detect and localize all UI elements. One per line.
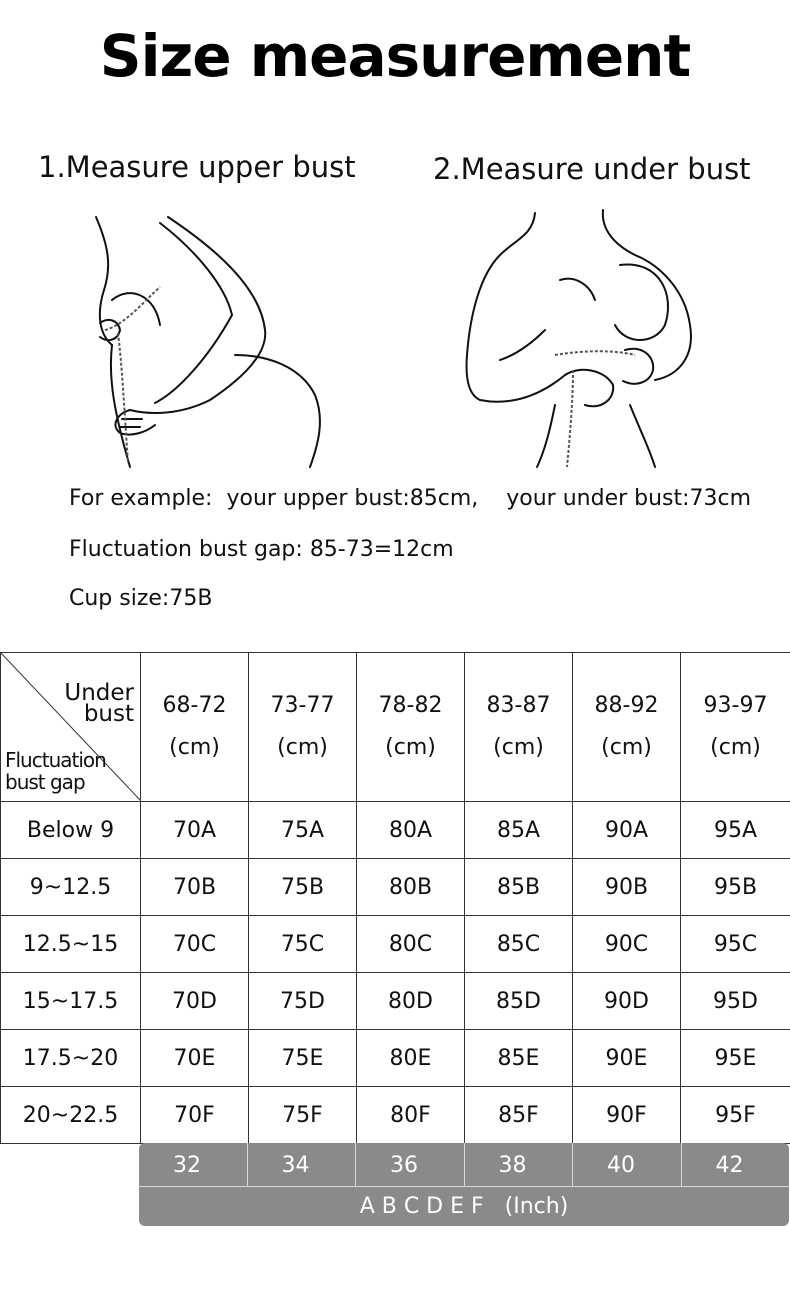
size-cell: 80A [357, 802, 465, 859]
under-bust-header-line2: bust [83, 701, 134, 727]
size-cell: 85C [465, 916, 573, 973]
column-header: 88-92 (cm) [573, 653, 681, 802]
size-cell: 90D [573, 973, 681, 1030]
size-cell: 70E [141, 1030, 249, 1087]
column-header: 68-72 (cm) [141, 653, 249, 802]
size-cell: 90E [573, 1030, 681, 1087]
table-row [1, 916, 790, 973]
size-cell: 75A [249, 802, 357, 859]
inch-value: 32 [139, 1143, 248, 1186]
size-cell: 85A [465, 802, 573, 859]
fluctuation-gap-header [5, 749, 106, 793]
gap-cell: 12.5~15 [1, 916, 141, 973]
size-cell: 95C [681, 916, 790, 973]
table-row [1, 859, 790, 916]
fluctuation-gap-value: 85-73=12cm [309, 537, 454, 562]
inch-caption: A B C D E F (Inch) [359, 1194, 569, 1219]
size-cell: 70D [141, 973, 249, 1030]
inch-value: 38 [465, 1143, 574, 1186]
gap-cell: 15~17.5 [1, 973, 141, 1030]
size-cell: 75C [249, 916, 357, 973]
upper-bust-illustration [60, 205, 360, 470]
size-cell: 80B [357, 859, 465, 916]
gap-cell: 17.5~20 [1, 1030, 141, 1087]
fluctuation-header-line1: Fluctuation [5, 748, 106, 772]
step-upper-bust-label: 1.Measure upper bust [38, 150, 356, 184]
column-header: 78-82 (cm) [357, 653, 465, 802]
size-cell: 85D [465, 973, 573, 1030]
size-cell: 95F [681, 1087, 790, 1144]
inch-conversion-bar [139, 1143, 789, 1226]
table-row [1, 802, 790, 859]
size-chart-table [0, 652, 790, 1144]
size-cell: 90A [573, 802, 681, 859]
inch-value: 36 [356, 1143, 465, 1186]
size-cell: 90C [573, 916, 681, 973]
size-cell: 70B [141, 859, 249, 916]
corner-header-cell [1, 653, 141, 802]
size-cell: 75B [249, 859, 357, 916]
gap-cell: Below 9 [1, 802, 141, 859]
size-cell: 75F [249, 1087, 357, 1144]
size-cell: 80F [357, 1087, 465, 1144]
size-cell: 80C [357, 916, 465, 973]
table-row [1, 973, 790, 1030]
column-header: 83-87 (cm) [465, 653, 573, 802]
fluctuation-gap-label: Fluctuation bust gap: [69, 537, 303, 562]
size-cell: 85F [465, 1087, 573, 1144]
size-cell: 70F [141, 1087, 249, 1144]
table-row [1, 1030, 790, 1087]
size-cell: 95D [681, 973, 790, 1030]
table-row [1, 1087, 790, 1144]
column-header: 73-77 (cm) [249, 653, 357, 802]
size-cell: 75D [249, 973, 357, 1030]
gap-cell: 9~12.5 [1, 859, 141, 916]
inch-value: 40 [573, 1143, 682, 1186]
size-cell: 95E [681, 1030, 790, 1087]
size-cell: 70A [141, 802, 249, 859]
column-header: 93-97 (cm) [681, 653, 790, 802]
size-cell: 95A [681, 802, 790, 859]
cup-size-line: Cup size:75B [69, 586, 213, 611]
size-cell: 95B [681, 859, 790, 916]
size-cell: 80D [357, 973, 465, 1030]
fluctuation-gap-line [69, 537, 454, 562]
page-title: Size measurement [99, 22, 691, 90]
size-cell: 80E [357, 1030, 465, 1087]
size-cell: 90F [573, 1087, 681, 1144]
under-bust-illustration [455, 205, 715, 470]
under-bust-header [64, 680, 134, 727]
fluctuation-header-line2: bust gap [5, 770, 85, 794]
size-cell: 85E [465, 1030, 573, 1087]
table-header-row [1, 653, 790, 802]
inch-value: 34 [248, 1143, 357, 1186]
gap-cell: 20~22.5 [1, 1087, 141, 1144]
step-under-bust-label: 2.Measure under bust [433, 152, 751, 186]
under-bust-header-line1: Under [64, 680, 134, 706]
size-cell: 70C [141, 916, 249, 973]
size-cell: 85B [465, 859, 573, 916]
example-line: For example: your upper bust:85cm, your under bust:73cm [69, 486, 752, 511]
inch-value: 42 [715, 1153, 744, 1178]
size-cell: 90B [573, 859, 681, 916]
inch-values-row [139, 1143, 789, 1187]
size-cell: 75E [249, 1030, 357, 1087]
